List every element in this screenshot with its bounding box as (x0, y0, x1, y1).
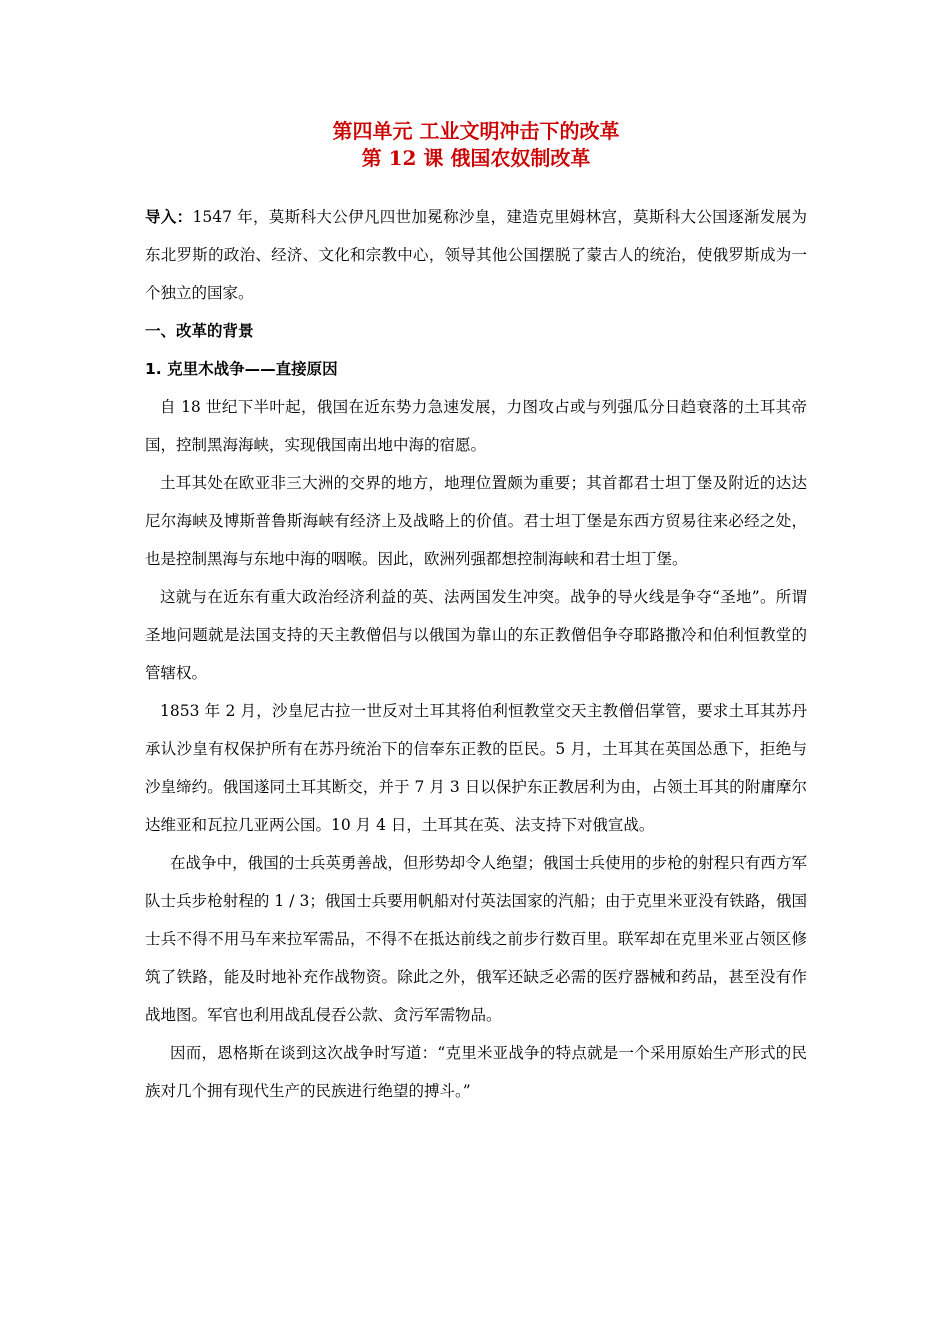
intro-paragraph (145, 198, 807, 312)
body-paragraph: 因而，恩格斯在谈到这次战争时写道：“克里米亚战争的特点就是一个采用原始生产形式的民族对几个拥有现代生产的民族进行绝望的搏斗。” (145, 1044, 807, 1100)
intro-text: 1547 年，莫斯科大公伊凡四世加冕称沙皇，建造克里姆林宫，莫斯科大公国逐渐发展为东北罗斯的政治、经济、文化和宗教中心，领导其他公国摆脱了蒙古人的统治，使俄罗斯成为一个独立的国家。 (145, 208, 807, 302)
body-paragraph: 1853 年 2 月，沙皇尼古拉一世反对土耳其将伯利恒教堂交天主教僧侣掌管，要求土耳其苏丹承认沙皇有权保护所有在苏丹统治下的信奉东正教的臣民。5 月，土耳其在英国怂恿下，拒绝与沙皇缔约。俄国遂同土耳其断交，并于 7 月 3 日以保护东正教居利为由，占领土耳其的附庸摩尔达维亚和瓦拉几亚两公国。10 月 4 日，土耳其在英、法支持下对俄宣战。 (145, 702, 807, 834)
unit-title: 第四单元 工业文明冲击下的改革 (332, 119, 620, 143)
section-heading: 一、改革的背景 (145, 322, 254, 340)
document-page (145, 118, 807, 1110)
intro-label: 导入： (145, 208, 193, 226)
subsection-heading: 1. 克里木战争——直接原因 (145, 360, 338, 378)
body-paragraph: 自 18 世纪下半叶起，俄国在近东势力急速发展，力图攻占或与列强瓜分日趋衰落的土耳其帝国，控制黑海海峡，实现俄国南出地中海的宿愿。 (145, 398, 807, 454)
body-paragraph: 土耳其处在欧亚非三大洲的交界的地方，地理位置颇为重要；其首都君士坦丁堡及附近的达达尼尔海峡及博斯普鲁斯海峡有经济上及战略上的价值。君士坦丁堡是东西方贸易往来必经之处，也是控制黑海与东地中海的咽喉。因此，欧洲列强都想控制海峡和君士坦丁堡。 (145, 474, 807, 568)
lesson-title: 第 12 课 俄国农奴制改革 (361, 146, 591, 170)
body-paragraph: 这就与在近东有重大政治经济利益的英、法两国发生冲突。战争的导火线是争夺“圣地”。所谓圣地问题就是法国支持的天主教僧侣与以俄国为靠山的东正教僧侣争夺耶路撒冷和伯利恒教堂的管辖权。 (145, 588, 807, 682)
body-paragraph: 在战争中，俄国的士兵英勇善战，但形势却令人绝望；俄国士兵使用的步枪的射程只有西方军队士兵步枪射程的 1 / 3；俄国士兵要用帆船对付英法国家的汽船；由于克里米亚没有铁路，俄国士兵不得不用马车来拉军需品，不得不在抵达前线之前步行数百里。联军却在克里米亚占领区修筑了铁路，能及时地补充作战物资。除此之外，俄军还缺乏必需的医疗器械和药品，甚至没有作战地图。军官也利用战乱侵吞公款、贪污军需物品。 (145, 854, 807, 1024)
